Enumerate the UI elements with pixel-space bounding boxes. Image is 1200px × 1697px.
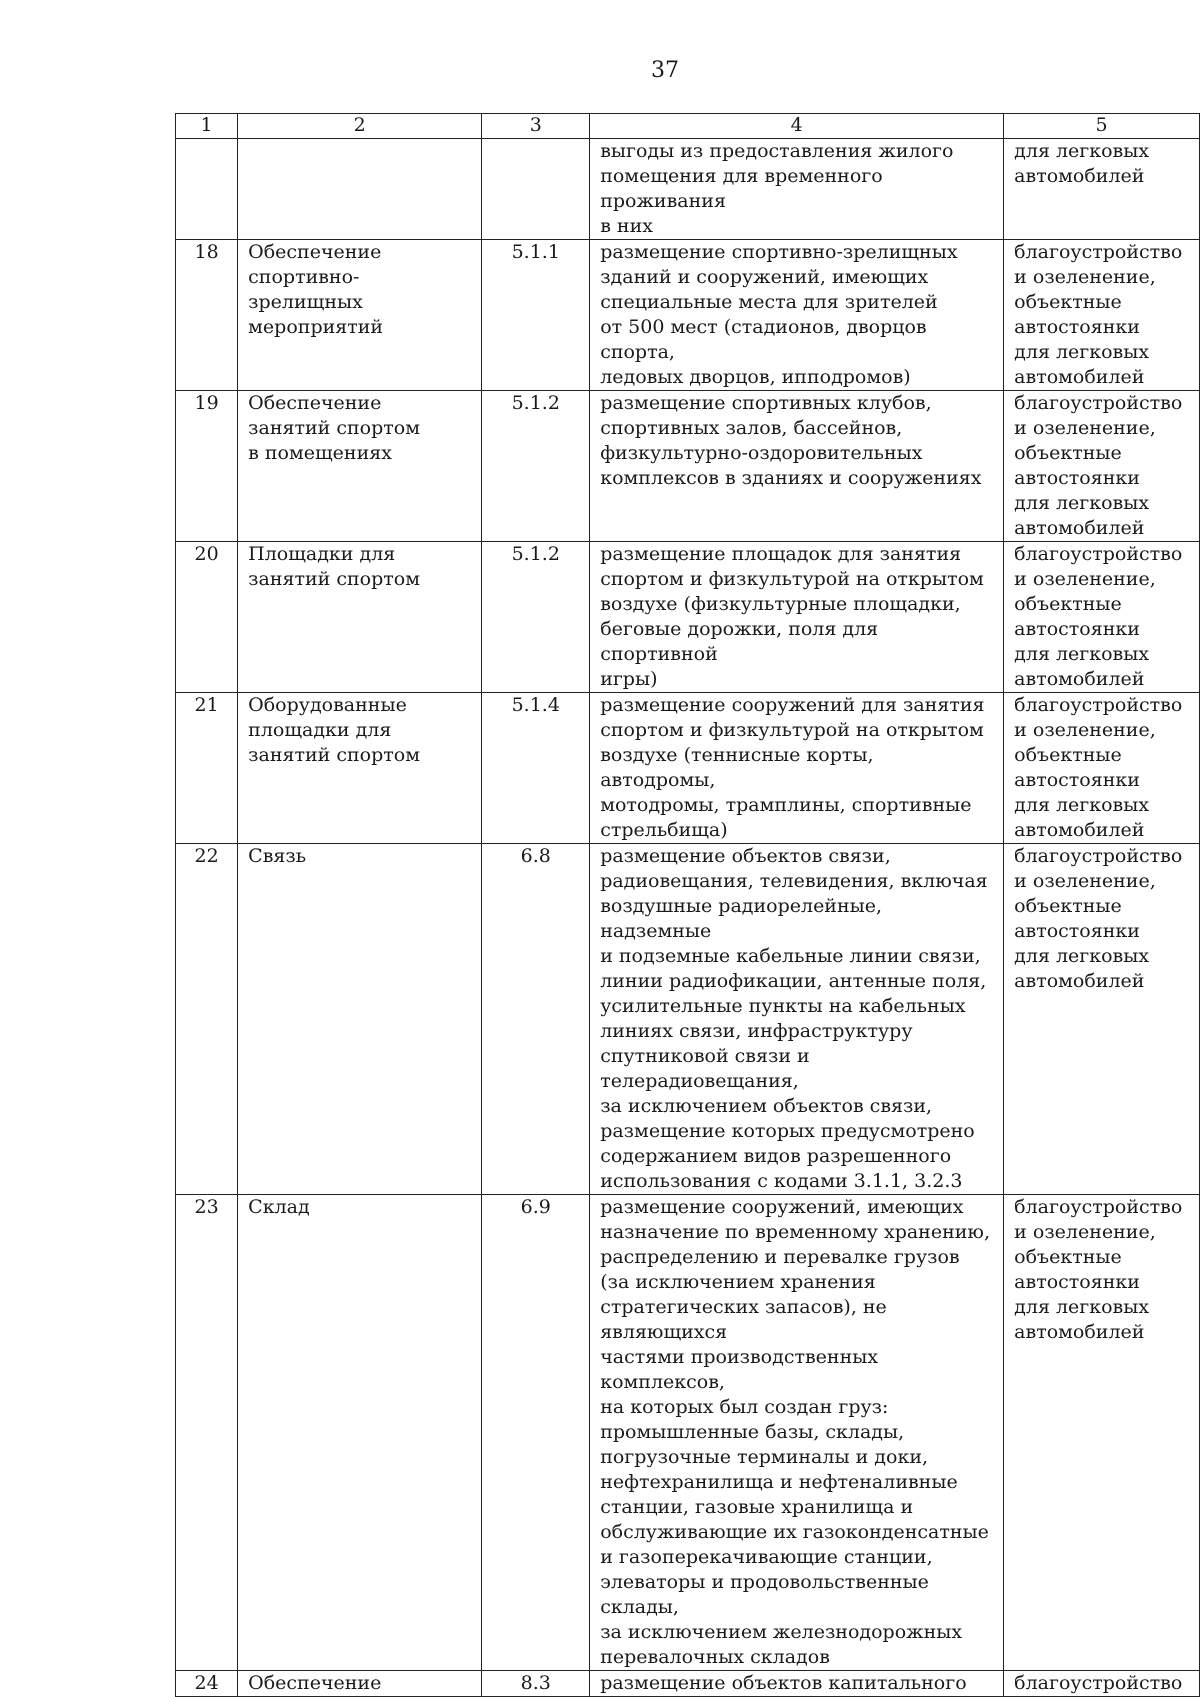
row-requirements: благоустройство и озеленение, объектные автостоянки для легковых автомобилей [1004, 1195, 1200, 1671]
row-number: 22 [176, 844, 238, 1195]
row-description: размещение сооружений для занятия спортом и физкультурой на открытом воздухе (теннисные корты, автодромы, мотодромы, трамплины, спортивные стрельбища) [590, 693, 1004, 844]
row-description: размещение площадок для занятия спортом и физкультурой на открытом воздухе (физкультурные площадки, беговые дорожки, поля для спортивной игры) [590, 542, 1004, 693]
row-requirements: благоустройство и озеленение, объектные автостоянки для легковых автомобилей [1004, 542, 1200, 693]
row-description: выгоды из предоставления жилого помещения для временного проживания в них [590, 139, 1004, 240]
header-row [176, 114, 1200, 139]
row-number: 20 [176, 542, 238, 693]
row-name: Оборудованные площадки для занятий спортом [238, 693, 482, 844]
table-row [176, 139, 1200, 240]
row-name: Обеспечение занятий спортом в помещениях [238, 391, 482, 542]
table-header [176, 114, 1200, 139]
row-number: 23 [176, 1195, 238, 1671]
row-requirements: для легковых автомобилей [1004, 139, 1200, 240]
row-number: 21 [176, 693, 238, 844]
header-col-5: 5 [1004, 114, 1200, 139]
row-description: размещение спортивных клубов, спортивных залов, бассейнов, физкультурно-оздоровительных комплексов в зданиях и сооружениях [590, 391, 1004, 542]
row-code [482, 139, 590, 240]
row-code: 5.1.4 [482, 693, 590, 844]
row-requirements: благоустройство и озеленение, объектные автостоянки для легковых автомобилей [1004, 391, 1200, 542]
row-name: Обеспечение [238, 1671, 482, 1697]
row-code: 6.8 [482, 844, 590, 1195]
row-name: Обеспечение спортивно- зрелищных мероприятий [238, 240, 482, 391]
row-name: Склад [238, 1195, 482, 1671]
row-name [238, 139, 482, 240]
row-requirements: благоустройство и озеленение, объектные автостоянки для легковых автомобилей [1004, 240, 1200, 391]
header-col-3: 3 [482, 114, 590, 139]
land-use-table [175, 113, 1200, 1697]
row-description: размещение объектов капитального [590, 1671, 1004, 1697]
table-row [176, 240, 1200, 391]
row-code: 6.9 [482, 1195, 590, 1671]
header-col-4: 4 [590, 114, 1004, 139]
row-code: 5.1.1 [482, 240, 590, 391]
header-col-1: 1 [176, 114, 238, 139]
header-col-2: 2 [238, 114, 482, 139]
row-description: размещение спортивно-зрелищных зданий и сооружений, имеющих специальные места для зрителей от 500 мест (стадионов, дворцов спорта, ледовых дворцов, ипподромов) [590, 240, 1004, 391]
table-row [176, 1195, 1200, 1671]
row-name: Связь [238, 844, 482, 1195]
row-code: 5.1.2 [482, 391, 590, 542]
row-number: 24 [176, 1671, 238, 1697]
table-row [176, 693, 1200, 844]
row-description: размещение объектов связи, радиовещания, телевидения, включая воздушные радиорелейные, надземные и подземные кабельные линии связи, линии радиофикации, антенные поля, усилительные пункты на кабельных линиях связи, инфраструктуру спутниковой связи и телерадиовещания, за исключением объектов связи, размещение которых предусмотрено содержанием видов разрешенного использования с кодами 3.1.1, 3.2.3 [590, 844, 1004, 1195]
row-number [176, 139, 238, 240]
row-requirements: благоустройство и озеленение, объектные автостоянки для легковых автомобилей [1004, 693, 1200, 844]
row-description: размещение сооружений, имеющих назначение по временному хранению, распределению и перевалке грузов (за исключением хранения стратегических запасов), не являющихся частями производственных комплексов, на которых был создан груз: промышленные базы, склады, погрузочные терминалы и доки, нефтехранилища и нефтеналивные станции, газовые хранилища и обслуживающие их газоконденсатные и газоперекачивающие станции, элеваторы и продовольственные склады, за исключением железнодорожных перевалочных складов [590, 1195, 1004, 1671]
table-row [176, 391, 1200, 542]
row-number: 19 [176, 391, 238, 542]
row-requirements: благоустройство [1004, 1671, 1200, 1697]
table-row [176, 1671, 1200, 1697]
row-requirements: благоустройство и озеленение, объектные автостоянки для легковых автомобилей [1004, 844, 1200, 1195]
row-number: 18 [176, 240, 238, 391]
table-row [176, 542, 1200, 693]
page-number: 37 [651, 58, 679, 83]
row-code: 5.1.2 [482, 542, 590, 693]
row-name: Площадки для занятий спортом [238, 542, 482, 693]
row-code: 8.3 [482, 1671, 590, 1697]
table-row [176, 844, 1200, 1195]
